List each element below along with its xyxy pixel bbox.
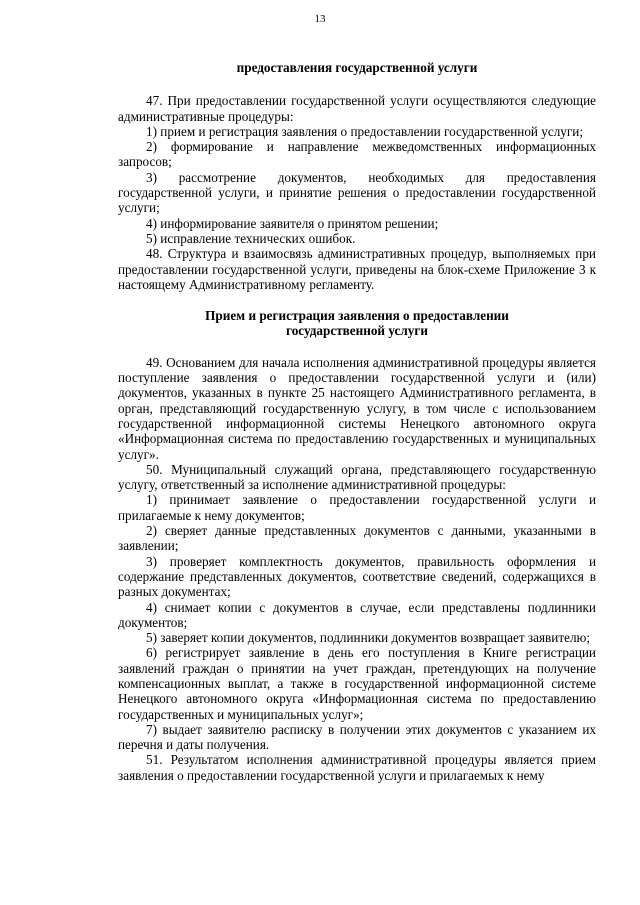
list-item: 5) заверяет копии документов, подлинники документов возвращает заявителю; xyxy=(146,630,591,646)
list-item: 5) исправление технических ошибок. xyxy=(146,230,356,246)
subsection-heading-line: Прием и регистрация заявления о предоставлении xyxy=(205,308,509,324)
list-item: 2) сверяет данные представленных документов с данными, указанными в заявлении; xyxy=(118,523,596,554)
section-1-body xyxy=(118,93,596,292)
list-item: 2) формирование и направление межведомственных информационных запросов; xyxy=(118,139,596,170)
subsection-heading-line: государственной услуги xyxy=(286,323,428,339)
paragraph: 49. Основанием для начала исполнения административной процедуры является поступление заявления о предоставлении государственной услуги и (или) документов, указанных в пункте 25 настоящего Административного регламента, в орган, представляющий государственную услугу, в том числе с использованием государственной информационной системы Ненецкого автономного округа «Информационная система по предоставлению государственных и муниципальных услуг». xyxy=(118,354,596,462)
paragraph: 48. Структура и взаимосвязь административных процедур, выполняемых при предоставлении государственной услуги, приведены на блок-схеме Приложение 3 к настоящему Административному регламенту. xyxy=(118,246,596,292)
list-item: 1) прием и регистрация заявления о предоставлении государственной услуги; xyxy=(146,123,584,139)
page-number: 13 xyxy=(314,13,326,25)
list-item: 3) проверяет комплектность документов, правильность оформления и содержание представленных документов, соответствие сведений, содержащихся в разных документах; xyxy=(118,553,596,600)
list-item: 1) принимает заявление о предоставлении государственной услуги и прилагаемые к нему документов; xyxy=(118,492,596,523)
list-item: 4) снимает копии с документов в случае, если представлены подлинники документов; xyxy=(118,599,596,630)
paragraph: 50. Муниципальный служащий органа, представляющего государственную услугу, ответственный за исполнение административной процедуры: xyxy=(118,461,596,493)
list-item: 4) информирование заявителя о принятом решении; xyxy=(146,215,439,231)
list-item: 3) рассмотрение документов, необходимых для предоставления государственной услуги, и принятие решения о предоставлении государственной услуги; xyxy=(118,169,596,216)
page-content xyxy=(118,60,596,783)
section-heading: предоставления государственной услуги xyxy=(236,60,478,75)
subsection-heading xyxy=(118,308,596,339)
section-2-body xyxy=(118,355,596,783)
paragraph: 47. При предоставлении государственной услуги осуществляются следующие административные процедуры: xyxy=(118,93,596,124)
list-item: 6) регистрирует заявление в день его поступления в Книге регистрации заявлений граждан о принятии на учет граждан, претендующих на получение компенсационных выплат, а также в государственной информационной системе Ненецкого автономного округа «Информационная система по предоставлению государственных и муниципальных услуг»; xyxy=(118,645,596,722)
paragraph: 51. Результатом исполнения административной процедуры является прием заявления о предоставлении государственной услуги и прилагаемых к нему xyxy=(118,752,596,783)
list-item: 7) выдает заявителю расписку в получении этих документов с указанием их перечня и даты получения. xyxy=(118,721,596,753)
